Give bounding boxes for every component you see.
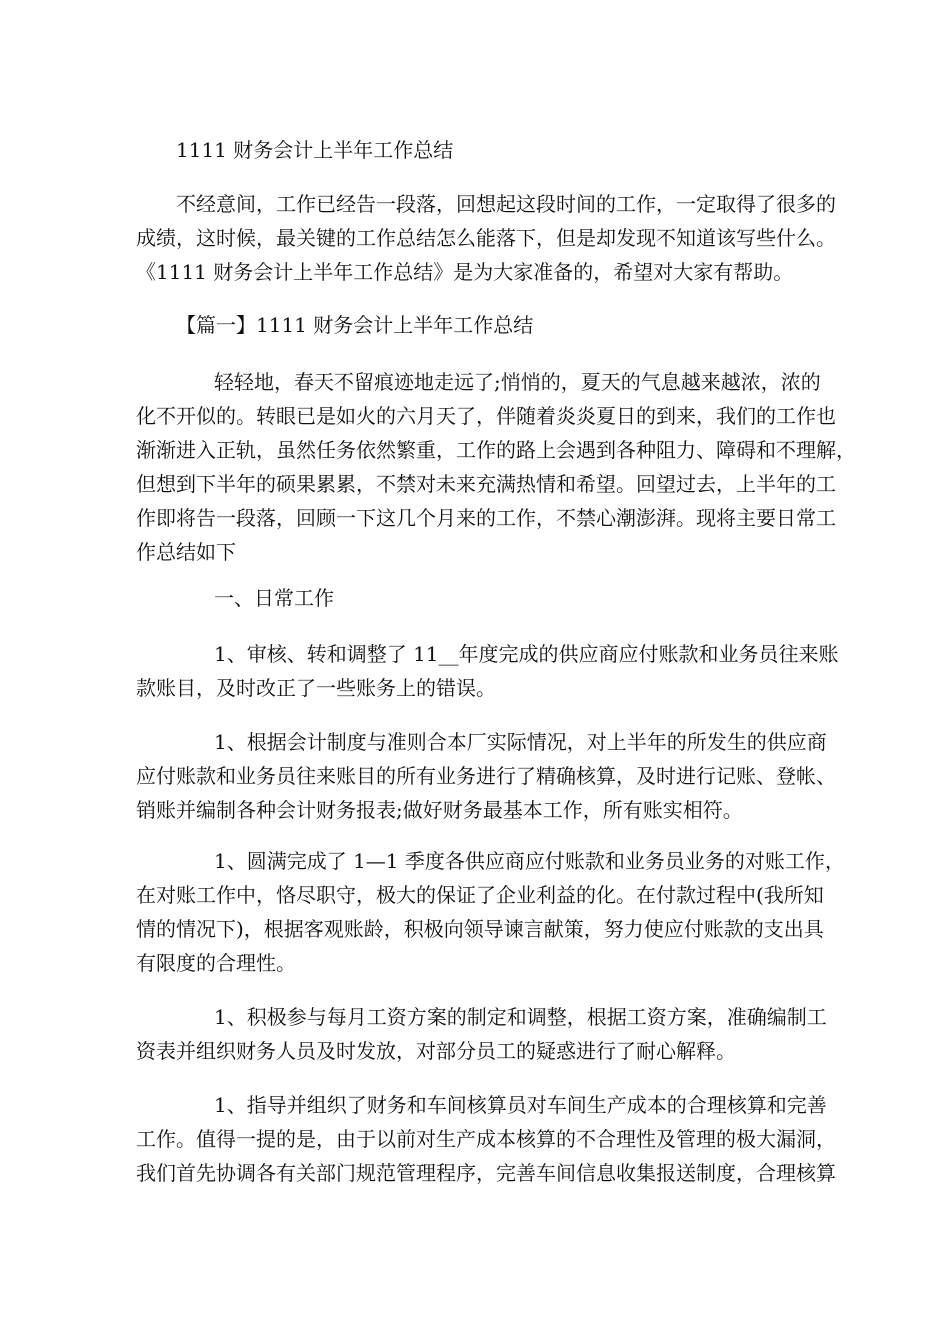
paragraph-2	[136, 637, 839, 705]
paragraph-line: 1、指导并组织了财务和车间核算员对车间生产成本的合理核算和完善	[214, 1093, 827, 1117]
paragraph-line: 有限度的合理性。	[136, 951, 296, 975]
paragraph-1	[136, 365, 856, 569]
paragraph-line: 作总结如下	[136, 540, 236, 564]
paragraph-line: 我们首先协调各有关部门规范管理程序，完善车间信息收集报送制度，合理核算	[136, 1161, 836, 1185]
paragraph-4	[136, 844, 845, 980]
paragraph-line: 资表并组织财务人员及时发放，对部分员工的疑惑进行了耐心解释。	[136, 1039, 736, 1063]
paragraph-line: 《1111 财务会计上半年工作总结》是为大家准备的，希望对大家有帮助。	[136, 260, 794, 284]
paragraph-line: 化不开似的。转眼已是如火的六月天了，伴随着炎炎夏日的到来，我们的工作也	[136, 404, 836, 428]
paragraph-line: 作即将告一段落，回顾一下这几个月来的工作，不禁心潮澎湃。现将主要日常工	[136, 506, 836, 530]
document-title: 1111 财务会计上半年工作总结	[176, 138, 454, 162]
paragraph-line: 渐渐进入正轨，虽然任务依然繁重，工作的路上会遇到各种阻力、障碍和不理解，	[136, 438, 856, 462]
paragraph-line: 轻轻地，春天不留痕迹地走远了;悄悄的，夏天的气息越来越浓，浓的	[214, 370, 821, 394]
paragraph-line: 1、圆满完成了 1—1 季度各供应商应付账款和业务员业务的对账工作，	[214, 849, 845, 873]
paragraph-line: 但想到下半年的硕果累累，不禁对未来充满热情和希望。回望过去，上半年的工	[136, 472, 836, 496]
intro-paragraph	[136, 187, 836, 289]
paragraph-3	[136, 725, 836, 827]
paragraph-line: 款账目，及时改正了一些账务上的错误。	[136, 676, 496, 700]
subheading: 一、日常工作	[214, 586, 334, 610]
paragraph-line: 成绩，这时候，最关键的工作总结怎么能落下，但是却发现不知道该写些什么。	[136, 226, 836, 250]
paragraph-line: 工作。值得一提的是，由于以前对生产成本核算的不合理性及管理的极大漏洞，	[136, 1127, 836, 1151]
paragraph-line: 在对账工作中，恪尽职守，极大的保证了企业利益的化。在付款过程中(我所知	[136, 883, 824, 907]
paragraph-6	[136, 1088, 836, 1190]
paragraph-line: 1、根据会计制度与准则合本厂实际情况，对上半年的所发生的供应商	[214, 730, 827, 754]
paragraph-line: 应付账款和业务员往来账目的所有业务进行了精确核算，及时进行记账、登帐、	[136, 764, 836, 788]
paragraph-5	[136, 1000, 827, 1068]
paragraph-line: 1、积极参与每月工资方案的制定和调整，根据工资方案，准确编制工	[214, 1005, 827, 1029]
paragraph-line: 1、审核、转和调整了 11__年度完成的供应商应付账款和业务员往来账	[214, 642, 839, 666]
section-heading: 【篇一】1111 财务会计上半年工作总结	[176, 313, 534, 337]
paragraph-line: 不经意间，工作已经告一段落，回想起这段时间的工作，一定取得了很多的	[176, 192, 836, 216]
paragraph-line: 销账并编制各种会计财务报表;做好财务最基本工作，所有账实相符。	[136, 798, 743, 822]
paragraph-line: 情的情况下)，根据客观账龄，积极向领导谏言献策，努力使应付账款的支出具	[136, 917, 824, 941]
